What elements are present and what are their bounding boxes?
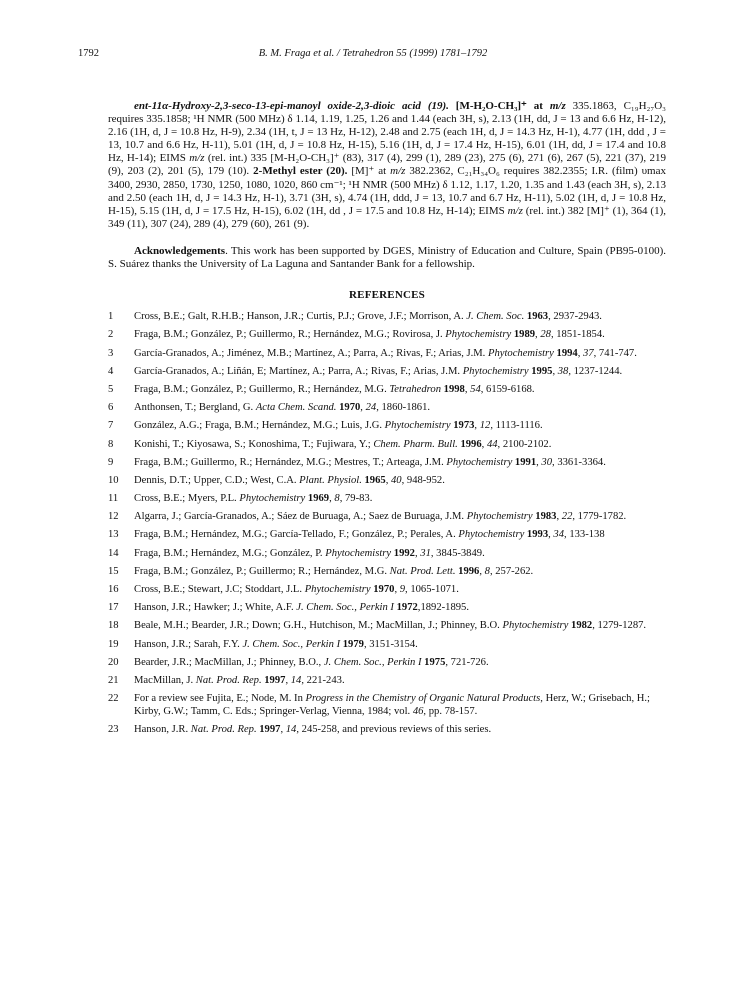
- reference-journal: Phytochemistry: [239, 493, 306, 505]
- reference-number: 3: [108, 347, 114, 359]
- reference-authors: Beale, M.H.; Bearder, J.R.; Down; G.H., Hutchison, M.; MacMillan, J.; Phinney, B.O.: [134, 620, 503, 632]
- reference-year: 1995: [528, 365, 553, 377]
- reference-volume: 9: [399, 584, 406, 596]
- reference-volume: 46: [412, 705, 424, 717]
- reference-year: 1982: [568, 620, 593, 632]
- reference-volume: 28: [540, 329, 551, 341]
- reference-authors: Anthonsen, T.; Bergland, G.: [134, 402, 256, 414]
- reference-journal: J. Chem. Soc., Perkin I: [296, 602, 394, 614]
- reference-journal: Nat. Prod. Rep.: [195, 674, 262, 686]
- main-text: [108, 100, 666, 742]
- reference-journal: Phytochemistry: [462, 365, 529, 377]
- reference-journal: Nat. Prod. Rep.: [190, 724, 257, 736]
- reference-item: [108, 657, 666, 670]
- reference-year: 1970: [370, 584, 395, 596]
- reference-journal: Plant. Physiol.: [299, 474, 362, 486]
- reference-item: 21 MacMillan, J. Nat. Prod. Rep. 1997, 14, 221-243.: [108, 674, 345, 686]
- reference-item: 23 Hanson, J.R. Nat. Prod. Rep. 1997, 14, 245-258, and previous reviews of this series.: [108, 724, 492, 736]
- reference-pages: , 257-262.: [489, 565, 534, 577]
- reference-volume: 8: [334, 493, 340, 505]
- reference-authors: Fraga, B.M.; González, P.; Guillermo, R.; Hernández, M.G.; Rovirosa, J.: [134, 329, 446, 341]
- reference-volume: 44: [486, 438, 498, 450]
- reference-authors: Fraga, B.M.; González, P.; Guillermo; R.; Hernández, M.G.: [134, 565, 390, 577]
- reference-journal: Phytochemistry: [446, 456, 513, 468]
- reference-number: 23: [108, 724, 119, 736]
- reference-year: 1992: [391, 547, 415, 559]
- reference-item: 11 Cross, B.E.; Myers, P.L. Phytochemistry 1969, 8, 79-83.: [108, 493, 373, 505]
- acknowledgements-heading: Acknowledgements: [134, 244, 226, 257]
- reference-journal: J. Chem. Soc.: [466, 311, 525, 323]
- reference-volume: 12: [479, 420, 491, 432]
- reference-journal: Acta Chem. Scand.: [255, 402, 337, 414]
- reference-volume: 24: [365, 402, 377, 414]
- reference-item: 8 Konishi, T.; Kiyosawa, S.; Konoshima, T.; Fujiwara, Y.; Chem. Pharm. Bull. 1996, 44, 2100-2102.: [108, 438, 552, 450]
- acknowledgements-paragraph: Acknowledgements. This work has been supported by DGES, Ministry of Education and Culture, Spain (PB95-0100). S. Suárez thanks the University of La Laguna and Santander Bank for a fellowship.: [108, 244, 666, 271]
- reference-number: 14: [108, 547, 119, 559]
- reference-item: 15 Fraga, B.M.; González, P.; Guillermo; R.; Hernández, M.G. Nat. Prod. Lett. 1996, 8, 257-262.: [108, 565, 534, 577]
- reference-pages: , 221-243.: [301, 674, 345, 686]
- reference-year: 1973: [450, 420, 475, 432]
- compound-20-title: 2-Methyl ester (20).: [253, 165, 348, 178]
- reference-number: 17: [108, 602, 119, 614]
- reference-authors: Fraga, B.M.; Hernández, M.G.; González, P.: [134, 547, 326, 559]
- reference-pages: , 2100-2102.: [497, 438, 552, 450]
- reference-journal: Phytochemistry: [445, 329, 512, 341]
- reference-journal: Phytochemistry: [502, 620, 569, 632]
- reference-item: 10 Dennis, D.T.; Upper, C.D.; West, C.A. Plant. Physiol. 1965, 40, 948-952.: [108, 474, 445, 486]
- reference-item: [108, 311, 666, 324]
- reference-pages: , 1779-1782.: [572, 511, 627, 523]
- reference-year: 1997: [256, 724, 281, 736]
- reference-authors: Hanson, J.R.; Sarah, F.Y.: [134, 638, 243, 650]
- reference-year: 1991: [512, 456, 537, 468]
- reference-year: 1998: [441, 383, 465, 395]
- reference-number: 13: [108, 529, 119, 541]
- reference-year: 1989: [511, 329, 536, 341]
- reference-number: 9: [108, 456, 114, 468]
- reference-journal: Phytochemistry: [384, 420, 451, 432]
- reference-volume: 30: [541, 456, 553, 468]
- reference-journal: Tetrahedron: [389, 383, 441, 395]
- reference-year: 1963: [524, 311, 549, 323]
- reference-year: 1979: [340, 638, 364, 650]
- reference-authors: García-Granados, A.; Jiménez, M.B.; Martínez, A.; Parra, A.; Rivas, F.; Arias, J.M.: [134, 347, 488, 359]
- reference-volume: 40: [391, 474, 402, 486]
- reference-authors: García-Granados, A.; Liñán, E; Martínez, A.; Parra, A.; Rivas, F.; Arias, J.M.: [134, 365, 463, 377]
- reference-item: 4 García-Granados, A.; Liñán, E; Martínez, A.; Parra, A.; Rivas, F.; Arias, J.M. Phytochemistry 1995, 38, 1237-1244.: [108, 365, 623, 377]
- reference-number: 6: [108, 402, 114, 414]
- reference-pages: , 1860-1861.: [376, 402, 431, 414]
- reference-number: 4: [108, 365, 114, 377]
- references-heading: REFERENCES: [349, 289, 425, 302]
- reference-volume: 22: [561, 511, 573, 523]
- reference-number: 22: [108, 693, 119, 705]
- reference-number: 16: [108, 584, 119, 596]
- reference-number: 1: [108, 311, 114, 323]
- reference-item: 16 Cross, B.E.; Stewart, J.C; Stoddart, J.L. Phytochemistry 1970, 9, 1065-1071.: [108, 584, 459, 596]
- reference-pages: , 1279-1287.: [592, 620, 647, 632]
- reference-journal: Phytochemistry: [304, 584, 371, 596]
- reference-number: 18: [108, 620, 119, 632]
- reference-pages: , pp. 78-157.: [423, 705, 478, 717]
- reference-pages: , 3151-3154.: [363, 638, 418, 650]
- reference-pages: , 1113-1116.: [490, 420, 543, 432]
- reference-volume: 8: [484, 565, 490, 577]
- reference-number: 11: [108, 493, 119, 505]
- reference-authors: Bearder, J.R.; MacMillan, J.; Phinney, B.O.,: [134, 656, 324, 668]
- reference-volume: 34: [553, 529, 565, 541]
- reference-item: 13 Fraga, B.M.; Hernández, M.G.; García-Tellado, F.; González, P.; Perales, A. Phytochemistry 1993, 34, 133-138: [108, 529, 605, 541]
- reference-number: 21: [108, 674, 119, 686]
- reference-item: 14 Fraga, B.M.; Hernández, M.G.; González, P. Phytochemistry 1992, 31, 3845-3849.: [108, 547, 485, 559]
- reference-number: 19: [108, 638, 119, 650]
- reference-authors: González, A.G.; Fraga, B.M.; Hernández, M.G.; Luis, J.G.: [134, 420, 385, 432]
- reference-journal: Nat. Prod. Lett.: [389, 565, 456, 577]
- reference-year: 1975: [421, 656, 446, 668]
- compound-19-description: ent-11α-Hydroxy-2,3-seco-13-epi-manoyl oxide-2,3-dioic acid (19). [M-H₂O-CH₃]⁺ at m/z 335.1863, C₁₉H₂₇O₃ requires 335.1858; ¹H NMR (500 MHz) δ 1.14, 1.19, 1.25, 1.26 and 1.44 (each 3H, s), 2.13 (1H, dd, J = 13 and 6.6 Hz, H-12), 2.16 (1H, d, J = 10.8 Hz, H-9), 2.34 (1H, t, J = 13 Hz, H-12), 2.48 and 2.75 (each 1H, d, J = 14.3 Hz, H-1), 4.77 (1H, ddd , J = 13, 10.7 and 6.6 Hz, H-11), 5.01 (1H, d, J = 10.8 Hz, H-15), 5.16 (1H, d, J = 17.4 Hz, H-15), 6.01 (1H, dd, J = 17.4 and 10.8 Hz, H-14); EIMS m/z (rel. int.) 335 [M-H₂O-CH₃]⁺ (83), 317 (4), 299 (1), 289 (23), 275 (6), 271 (6), 267 (5), 221 (37), 219 (9), 203 (2), 201 (5), 179 (10). 2-Methyl ester (20). [M]⁺ at m/z 382.2362, C₂₁H₃₄O₆ requires 382.2355; I.R. (film) υmax 3400, 2930, 2850, 1730, 1250, 1080, 1020, 860 cm⁻¹; ¹H NMR (500 MHz) δ 1.12, 1.17, 1.20, 1.35 and 1.43 (each 3H, s), 2.13 and 2.50 (each 1H, d, J = 14.3 Hz, H-1), 3.71 (3H, s), 4.74 (1H, ddd, J = 13, 10.7 and 6.7 Hz, H-11), 5.02 (1H, d, J = 10.8 Hz, H-15), 5.15 (1H, d, J = 17.5 Hz, H-15), 6.02 (1H, dd , J = 17.5 and 10.8 Hz, H-14); EIMS m/z (rel. int.) 382 [M]⁺ (1), 364 (1), 349 (11), 307 (24), 289 (4), 279 (60), 261 (9).: [108, 100, 666, 230]
- reference-pages: , 3845-3849.: [430, 547, 485, 559]
- reference-item: 12 Algarra, J.; García-Granados, A.; Sáez de Buruaga, A.; Saez de Buruaga, J.M. Phytochemistry 1983, 22, 1779-1782.: [108, 511, 627, 523]
- reference-year: 1994: [553, 347, 578, 359]
- reference-authors: Hanson, J.R.: [134, 724, 191, 736]
- reference-number: 10: [108, 474, 119, 486]
- compound-19-title: ent-11α-Hydroxy-2,3-seco-13-epi-manoyl oxide-2,3-dioic acid (19).: [134, 100, 449, 112]
- reference-volume: 14: [285, 724, 297, 736]
- reference-authors: Dennis, D.T.; Upper, C.D.; West, C.A.: [134, 474, 300, 486]
- reference-pages: , 1851-1854.: [550, 329, 605, 341]
- reference-number: 7: [108, 420, 114, 432]
- reference-authors: Konishi, T.; Kiyosawa, S.; Konoshima, T.; Fujiwara, Y.;: [134, 438, 374, 450]
- reference-year: 1972: [393, 602, 418, 614]
- journal-citation: B. M. Fraga et al. / Tetrahedron 55 (1999) 1781–1792: [258, 48, 488, 59]
- reference-authors: For a review see Fujita, E.; Node, M. In: [134, 693, 306, 705]
- reference-number: 15: [108, 565, 119, 577]
- reference-number: 12: [108, 511, 119, 523]
- reference-volume: 54: [470, 383, 481, 395]
- reference-year: 1969: [305, 493, 330, 505]
- reference-year: 1996: [455, 565, 480, 577]
- reference-year: 1996: [457, 438, 482, 450]
- reference-item: 9 Fraga, B.M.; Guillermo, R.; Hernández, M.G.; Mestres, T.; Arteaga, J.M. Phytochemistry 1991, 30, 3361-3364.: [108, 456, 606, 468]
- reference-volume: 38: [557, 365, 569, 377]
- reference-journal: Chem. Pharm. Bull.: [373, 438, 458, 450]
- reference-number: 5: [108, 383, 114, 395]
- reference-authors: MacMillan, J.: [134, 674, 196, 686]
- reference-journal: Progress in the Chemistry of Organic Natural Products: [305, 693, 541, 705]
- reference-authors: Algarra, J.; García-Granados, A.; Sáez de Buruaga, A.; Saez de Buruaga, J.M.: [134, 511, 467, 523]
- reference-year: 1997: [261, 674, 286, 686]
- reference-pages: , 3361-3364.: [552, 456, 606, 468]
- reference-pages: , 6159-6168.: [480, 383, 535, 395]
- reference-authors: Fraga, B.M.; González, P.; Guillermo, R.; Hernández, M.G.: [134, 383, 390, 395]
- reference-authors: Cross, B.E.; Stewart, J.C; Stoddart, J.L.: [134, 584, 305, 596]
- page-number: 1792: [78, 48, 99, 59]
- reference-item: [108, 639, 666, 652]
- reference-journal: J. Chem. Soc., Perkin I: [323, 656, 422, 668]
- reference-pages: , 721-726.: [445, 656, 489, 668]
- reference-journal: J. Chem. Soc., Perkin I: [242, 638, 341, 650]
- reference-number: 20: [108, 656, 119, 668]
- reference-year: 1983: [532, 511, 557, 523]
- reference-authors: Fraga, B.M.; Hernández, M.G.; García-Tellado, F.; González, P.; Perales, A.: [134, 529, 459, 541]
- reference-volume: 31: [420, 547, 431, 559]
- reference-item: 3 García-Granados, A.; Jiménez, M.B.; Martínez, A.; Parra, A.; Rivas, F.; Arias, J.M. Phytochemistry 1994, 37, 741-747.: [108, 347, 637, 359]
- reference-item: 7 González, A.G.; Fraga, B.M.; Hernández, M.G.; Luis, J.G. Phytochemistry 1973, 12, 1113-1116.: [108, 420, 543, 432]
- reference-pages: , 245-258, and previous reviews of this series.: [296, 724, 492, 736]
- reference-item: 5 Fraga, B.M.; González, P.; Guillermo, R.; Hernández, M.G. Tetrahedron 1998, 54, 6159-6168.: [108, 383, 535, 395]
- reference-item: [108, 693, 666, 719]
- reference-pages: , 2937-2943.: [548, 311, 602, 323]
- reference-journal: Phytochemistry: [325, 547, 392, 559]
- reference-item: [108, 602, 666, 615]
- reference-number: 8: [108, 438, 114, 450]
- reference-authors: Cross, B.E.; Galt, R.H.B.; Hanson, J.R.; Curtis, P.J.; Grove, J.F.; Morrison, A.: [134, 311, 467, 323]
- reference-year: 1965: [361, 474, 386, 486]
- reference-pages: , 948-952.: [401, 474, 445, 486]
- reference-authors: Cross, B.E.; Myers, P.L.: [134, 493, 240, 505]
- reference-pages: , 1237-1244.: [568, 365, 623, 377]
- reference-item: [108, 620, 666, 633]
- reference-journal: Phytochemistry: [466, 511, 533, 523]
- reference-pages: , 741-747.: [593, 347, 637, 359]
- reference-volume: 37: [583, 347, 594, 359]
- reference-pages: ,1892-1895.: [417, 602, 469, 614]
- reference-year: 1993: [524, 529, 549, 541]
- reference-pages: , 79-83.: [339, 493, 373, 505]
- reference-pages: , 1065-1071.: [405, 584, 459, 596]
- reference-journal: Phytochemistry: [458, 529, 525, 541]
- reference-pages: , 133-138: [564, 529, 605, 541]
- reference-volume: 14: [290, 674, 302, 686]
- reference-item: 6 Anthonsen, T.; Bergland, G. Acta Chem. Scand. 1970, 24, 1860-1861.: [108, 402, 431, 414]
- reference-authors: Hanson, J.R.; Hawker; J.; White, A.F.: [134, 602, 297, 614]
- reference-number: 2: [108, 329, 114, 341]
- reference-journal: Phytochemistry: [487, 347, 554, 359]
- reference-item: 2 Fraga, B.M.; González, P.; Guillermo, R.; Hernández, M.G.; Rovirosa, J. Phytochemistry 1989, 28, 1851-1854.: [108, 329, 605, 341]
- reference-authors: Fraga, B.M.; Guillermo, R.; Hernández, M.G.; Mestres, T.; Arteaga, J.M.: [134, 456, 447, 468]
- reference-pages: , Herz, W.; Grisebach, H.; Kirby, G.W.; Tamm, C. Eds.; Springer-Verlag, Vienna, 1984; vol.: [134, 693, 650, 717]
- references-list: [108, 311, 666, 737]
- reference-year: 1970: [336, 402, 361, 414]
